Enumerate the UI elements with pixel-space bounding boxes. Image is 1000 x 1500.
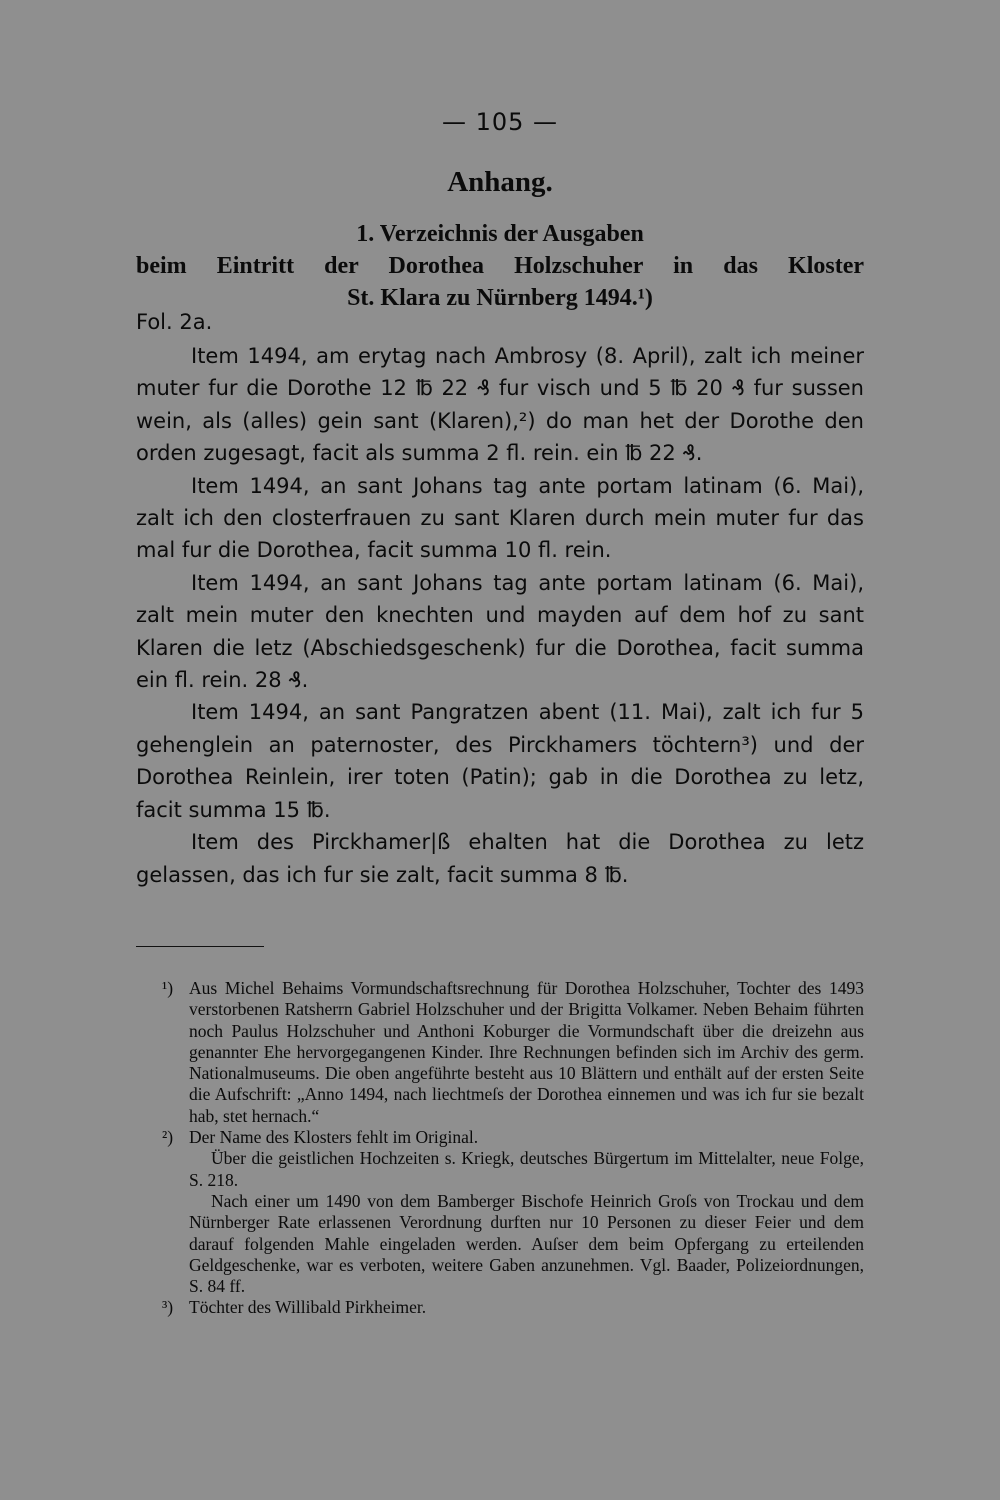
footnote-text: Der Name des Klosters fehlt im Original. (189, 1127, 479, 1148)
footnote (136, 1297, 864, 1318)
title-line-1: 1. Verzeichnis der Ausgaben (356, 221, 644, 247)
entry-paragraph: Item 1494, an sant Pangratzen abent (11. Mai), zalt ich fur 5 gehenglein an paternoster, des Pirckhamers töchtern³) und der Dorothea Reinlein, irer toten (Patin); gab in die Dorothea zu letz, facit summa 15 ℔. (136, 700, 864, 822)
footnote-text: Über die geistlichen Hochzeiten s. Kriegk, deutsches Bürgertum im Mittelalter, neue Folge, S. 218. (189, 1148, 864, 1190)
main-text (136, 340, 864, 891)
document-title (136, 218, 864, 314)
footnote-text: Töchter des Willibald Pirkheimer. (189, 1297, 427, 1318)
entry-paragraph: Item 1494, an sant Johans tag ante portam latinam (6. Mai), zalt ich den closterfrauen zu sant Klaren durch mein muter fur das mal fur die Dorothea, facit summa 10 fl. rein. (136, 473, 864, 563)
entry-paragraph: Item des Pirckhamer|ß ehalten hat die Dorothea zu letz gelassen, das ich fur sie zalt, facit summa 8 ℔. (136, 830, 864, 887)
footnote-mark: ³) (162, 1297, 174, 1318)
title-line-2: beim Eintritt der Dorothea Holzschuher in das Kloster (136, 253, 864, 279)
footnote (136, 978, 864, 1127)
footnote-text: Aus Michel Behaims Vormundschaftsrechnung für Dorothea Holzschuher, Tochter des 1493 verstorbenen Ratsherrn Gabriel Holzschuher und der Brigitta Volkamer. Neben Behaim führten noch Paulus Holzschuher und Anthoni Koburger die Vormundschaft über die dreizehn aus genannter Ehe hervorgegangenen Kinder. Ihre Rechnungen befinden sich im Archiv des germ. Nationalmuseums. Die oben angeführte besteht aus 10 Blättern und enthält auf der ersten Seite die Aufschrift: „Anno 1494, nach liechtmeſs der Dorothea einnemen und was ich fur sie bezalt hab, stet hernach.“ (189, 978, 864, 1126)
footnote-divider (136, 946, 264, 947)
footnote (136, 1127, 864, 1297)
footnote-mark: ²) (162, 1127, 174, 1148)
entry-paragraph: Item 1494, am erytag nach Ambrosy (8. April), zalt ich meiner muter fur die Dorothe 12 ℔ 22 ₰ fur visch und 5 ℔ 20 ₰ fur sussen wein, als (alles) gein sant (Klaren),²) do man het der Dorothe den orden zugesagt, facit als summa 2 fl. rein. ein ℔ 22 ₰. (136, 344, 864, 466)
footnote-mark: ¹) (162, 978, 174, 998)
footnote-text: Nach einer um 1490 von dem Bamberger Bischofe Heinrich Groſs von Trockau und dem Nürnberger Rate erlassenen Verordnung durften nur 10 Personen zu dieser Feier und dem darauf folgenden Mahle eingeladen werden. Auſser dem beim Opfergang zu erteilenden Geldgeschenke, war es verboten, weitere Gaben anzunehmen. Vgl. Baader, Polizeiordnungen, S. 84 ff. (189, 1190, 864, 1297)
footnotes (136, 978, 864, 1319)
folio-reference: Fol. 2a. (136, 310, 213, 334)
page-number: — 105 — (441, 108, 559, 136)
title-line-3: St. Klara zu Nürnberg 1494.¹) (347, 285, 653, 311)
section-heading: Anhang. (447, 166, 553, 198)
entry-paragraph: Item 1494, an sant Johans tag ante portam latinam (6. Mai), zalt mein muter den knechten und mayden auf dem hof zu sant Klaren die letz (Abschiedsgeschenk) fur die Dorothea, facit summa ein fl. rein. 28 ₰. (136, 570, 864, 693)
